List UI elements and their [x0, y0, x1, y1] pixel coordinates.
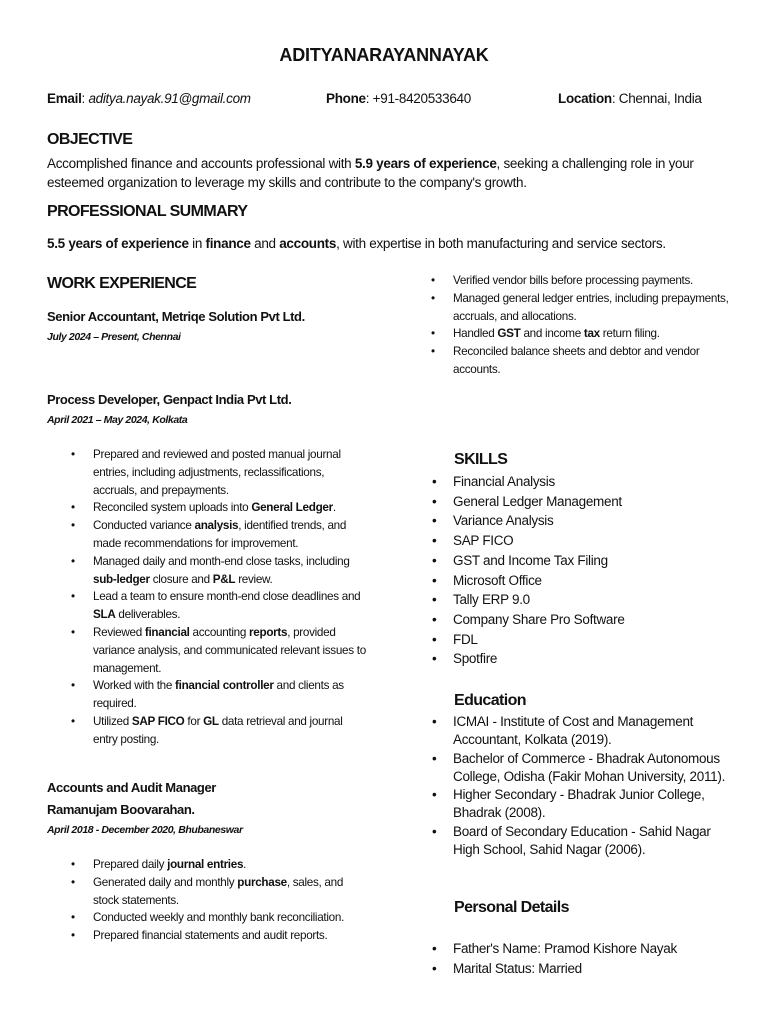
bullet-icon: • [71, 911, 75, 925]
list-item: • Generated daily and monthly purchase, sales, and stock statements. [71, 875, 344, 907]
personal-list [432, 939, 743, 978]
bullet-icon: • [431, 345, 435, 359]
job-3-bullets [71, 856, 368, 945]
bullet-icon: • [71, 679, 75, 693]
bullet-icon: • [432, 787, 437, 803]
list-item: • Reviewed financial accounting reports, provided variance analysis, and communicated relevant issues to management. [71, 625, 366, 675]
bullet-icon: • [432, 533, 437, 549]
list-item: • Handled GST and income tax return filing. [453, 325, 738, 343]
bullet-icon: • [432, 513, 437, 529]
bullet-icon: • [432, 941, 437, 956]
bullet-icon: • [71, 875, 75, 889]
email-contact: Email: aditya.nayak.91@gmail.com [47, 91, 251, 106]
list-item: • Conducted weekly and monthly bank reconciliation. [93, 909, 368, 927]
list-item: • Managed daily and month-end close tasks, including sub-ledger closure and P&L review. [71, 554, 350, 586]
list-item: • Tally ERP 9.0 [453, 590, 743, 610]
education-list [432, 713, 738, 859]
list-item: • FDL [453, 630, 743, 650]
list-item: • Company Share Pro Software [453, 610, 743, 630]
list-item: • Conducted variance analysis, identified trends, and made recommendations for improvement. [71, 519, 347, 550]
bullet-icon: • [432, 960, 437, 976]
job-2-bullets [71, 446, 368, 749]
bullet-icon: • [71, 448, 75, 461]
list-item: • Worked with the financial controller and clients as required. [71, 679, 344, 711]
summary-text-1: in [188, 236, 206, 251]
objective-text-bold: 5.9 years of experience [354, 156, 497, 171]
list-item: • Lead a team to ensure month-end close deadlines and SLA deliverables. [71, 590, 361, 622]
bullet-icon: • [71, 554, 75, 568]
summary-text-3: , with expertise in both manufacturing and service sectors. [336, 236, 666, 251]
bullet-icon: • [432, 714, 437, 729]
list-item: • Father's Name: Pramod Kishore Nayak [453, 939, 743, 959]
job-1-date: July 2024 – Present, Chennai [47, 331, 181, 343]
list-item: • ICMAI - Institute of Cost and Management Accountant, Kolkata (2019). [432, 714, 694, 748]
summary-text-2: and [250, 236, 280, 251]
bullet-icon: • [71, 858, 75, 871]
job-1-title: Senior Accountant, Metriqe Solution Pvt Ltd. [47, 309, 305, 324]
bullet-icon: • [432, 631, 437, 647]
bullet-icon: • [432, 651, 437, 667]
list-item: • Spotfire [453, 649, 743, 669]
list-item: • Higher Secondary - Bhadrak Junior College, Bhadrak (2008). [432, 787, 705, 821]
location-label: Location [558, 91, 612, 106]
list-item: • Managed general ledger entries, including prepayments, accruals, and allocations. [431, 291, 729, 323]
bullet-icon: • [432, 493, 437, 509]
job-2-date: April 2021 – May 2024, Kolkata [47, 414, 188, 426]
bullet-icon: • [432, 611, 437, 627]
list-item: • General Ledger Management [453, 492, 743, 512]
skills-heading: SKILLS [454, 451, 508, 468]
bullet-icon: • [432, 474, 437, 489]
bullet-icon: • [431, 274, 435, 287]
job-1-bullets [431, 272, 738, 379]
bullet-icon: • [432, 552, 437, 568]
bullet-icon: • [71, 929, 75, 943]
job-2-title: Process Developer, Genpact India Pvt Ltd. [47, 392, 292, 407]
personal-heading: Personal Details [454, 899, 569, 916]
list-item: • Variance Analysis [453, 511, 743, 531]
job-3-employer: Ramanujam Boovarahan. [47, 802, 195, 817]
list-item: • Prepared daily journal entries. [93, 856, 368, 874]
objective-heading: OBJECTIVE [47, 131, 133, 148]
list-item: • Microsoft Office [453, 571, 743, 591]
list-item: • Reconciled balance sheets and debtor and vendor accounts. [431, 345, 700, 376]
job-3-date: April 2018 - December 2020, Bhubaneswar [47, 824, 243, 836]
phone-label: Phone [326, 91, 366, 106]
location-value: Chennai, India [618, 91, 702, 106]
list-item: • SAP FICO [453, 531, 743, 551]
bullet-icon: • [431, 291, 435, 305]
summary-text [47, 234, 737, 253]
objective-text-after: , seeking a challenging role in your esteemed organization to leverage my skills and contribute to the company's growth. [47, 156, 694, 190]
summary-bold-1: 5.5 years of experience [47, 236, 189, 251]
list-item: • Board of Secondary Education - Sahid Nagar High School, Sahid Nagar (2006). [432, 823, 711, 858]
list-item: • GST and Income Tax Filing [453, 551, 743, 571]
bullet-icon: • [432, 750, 437, 766]
bullet-icon: • [71, 625, 75, 639]
objective-text [47, 154, 727, 192]
list-item: • Bachelor of Commerce - Bhadrak Autonomous College, Odisha (Fakir Mohan University, 2011). [432, 750, 726, 784]
phone-contact: Phone: +91-8420533640 [326, 91, 471, 106]
bullet-icon: • [71, 519, 75, 533]
bullet-icon: • [432, 572, 437, 588]
list-item: • Verified vendor bills before processing payments. [453, 272, 738, 290]
bullet-icon: • [71, 501, 75, 515]
email-value: aditya.nayak.91@gmail.com [88, 91, 251, 106]
location-contact: Location: Chennai, India [558, 91, 702, 106]
bullet-icon: • [71, 714, 75, 728]
education-heading: Education [454, 692, 526, 709]
summary-heading: PROFESSIONAL SUMMARY [47, 203, 248, 220]
job-3-title: Accounts and Audit Manager [47, 780, 216, 795]
email-label: Email [47, 91, 82, 106]
work-heading: WORK EXPERIENCE [47, 275, 197, 292]
summary-bold-2: finance [205, 236, 251, 251]
list-item: • Utilized SAP FICO for GL data retrieval and journal entry posting. [71, 714, 343, 746]
list-item: • Prepared and reviewed and posted manual journal entries, including adjustments, reclassifications, accruals, and prepayments. [71, 448, 341, 497]
list-item: • Prepared financial statements and audit reports. [93, 927, 368, 945]
phone-value: +91-8420533640 [372, 91, 471, 106]
summary-bold-3: accounts [279, 236, 337, 251]
list-item: • Financial Analysis [453, 472, 743, 492]
objective-text-before: Accomplished finance and accounts professional with [47, 156, 355, 171]
skills-list [432, 472, 743, 669]
bullet-icon: • [431, 327, 435, 341]
bullet-icon: • [432, 823, 437, 839]
candidate-name: ADITYANARAYANNAYAK [279, 45, 489, 65]
bullet-icon: • [432, 592, 437, 608]
list-item: • Marital Status: Married [453, 959, 743, 979]
bullet-icon: • [71, 590, 75, 604]
list-item: • Reconciled system uploads into General Ledger. [93, 499, 368, 517]
